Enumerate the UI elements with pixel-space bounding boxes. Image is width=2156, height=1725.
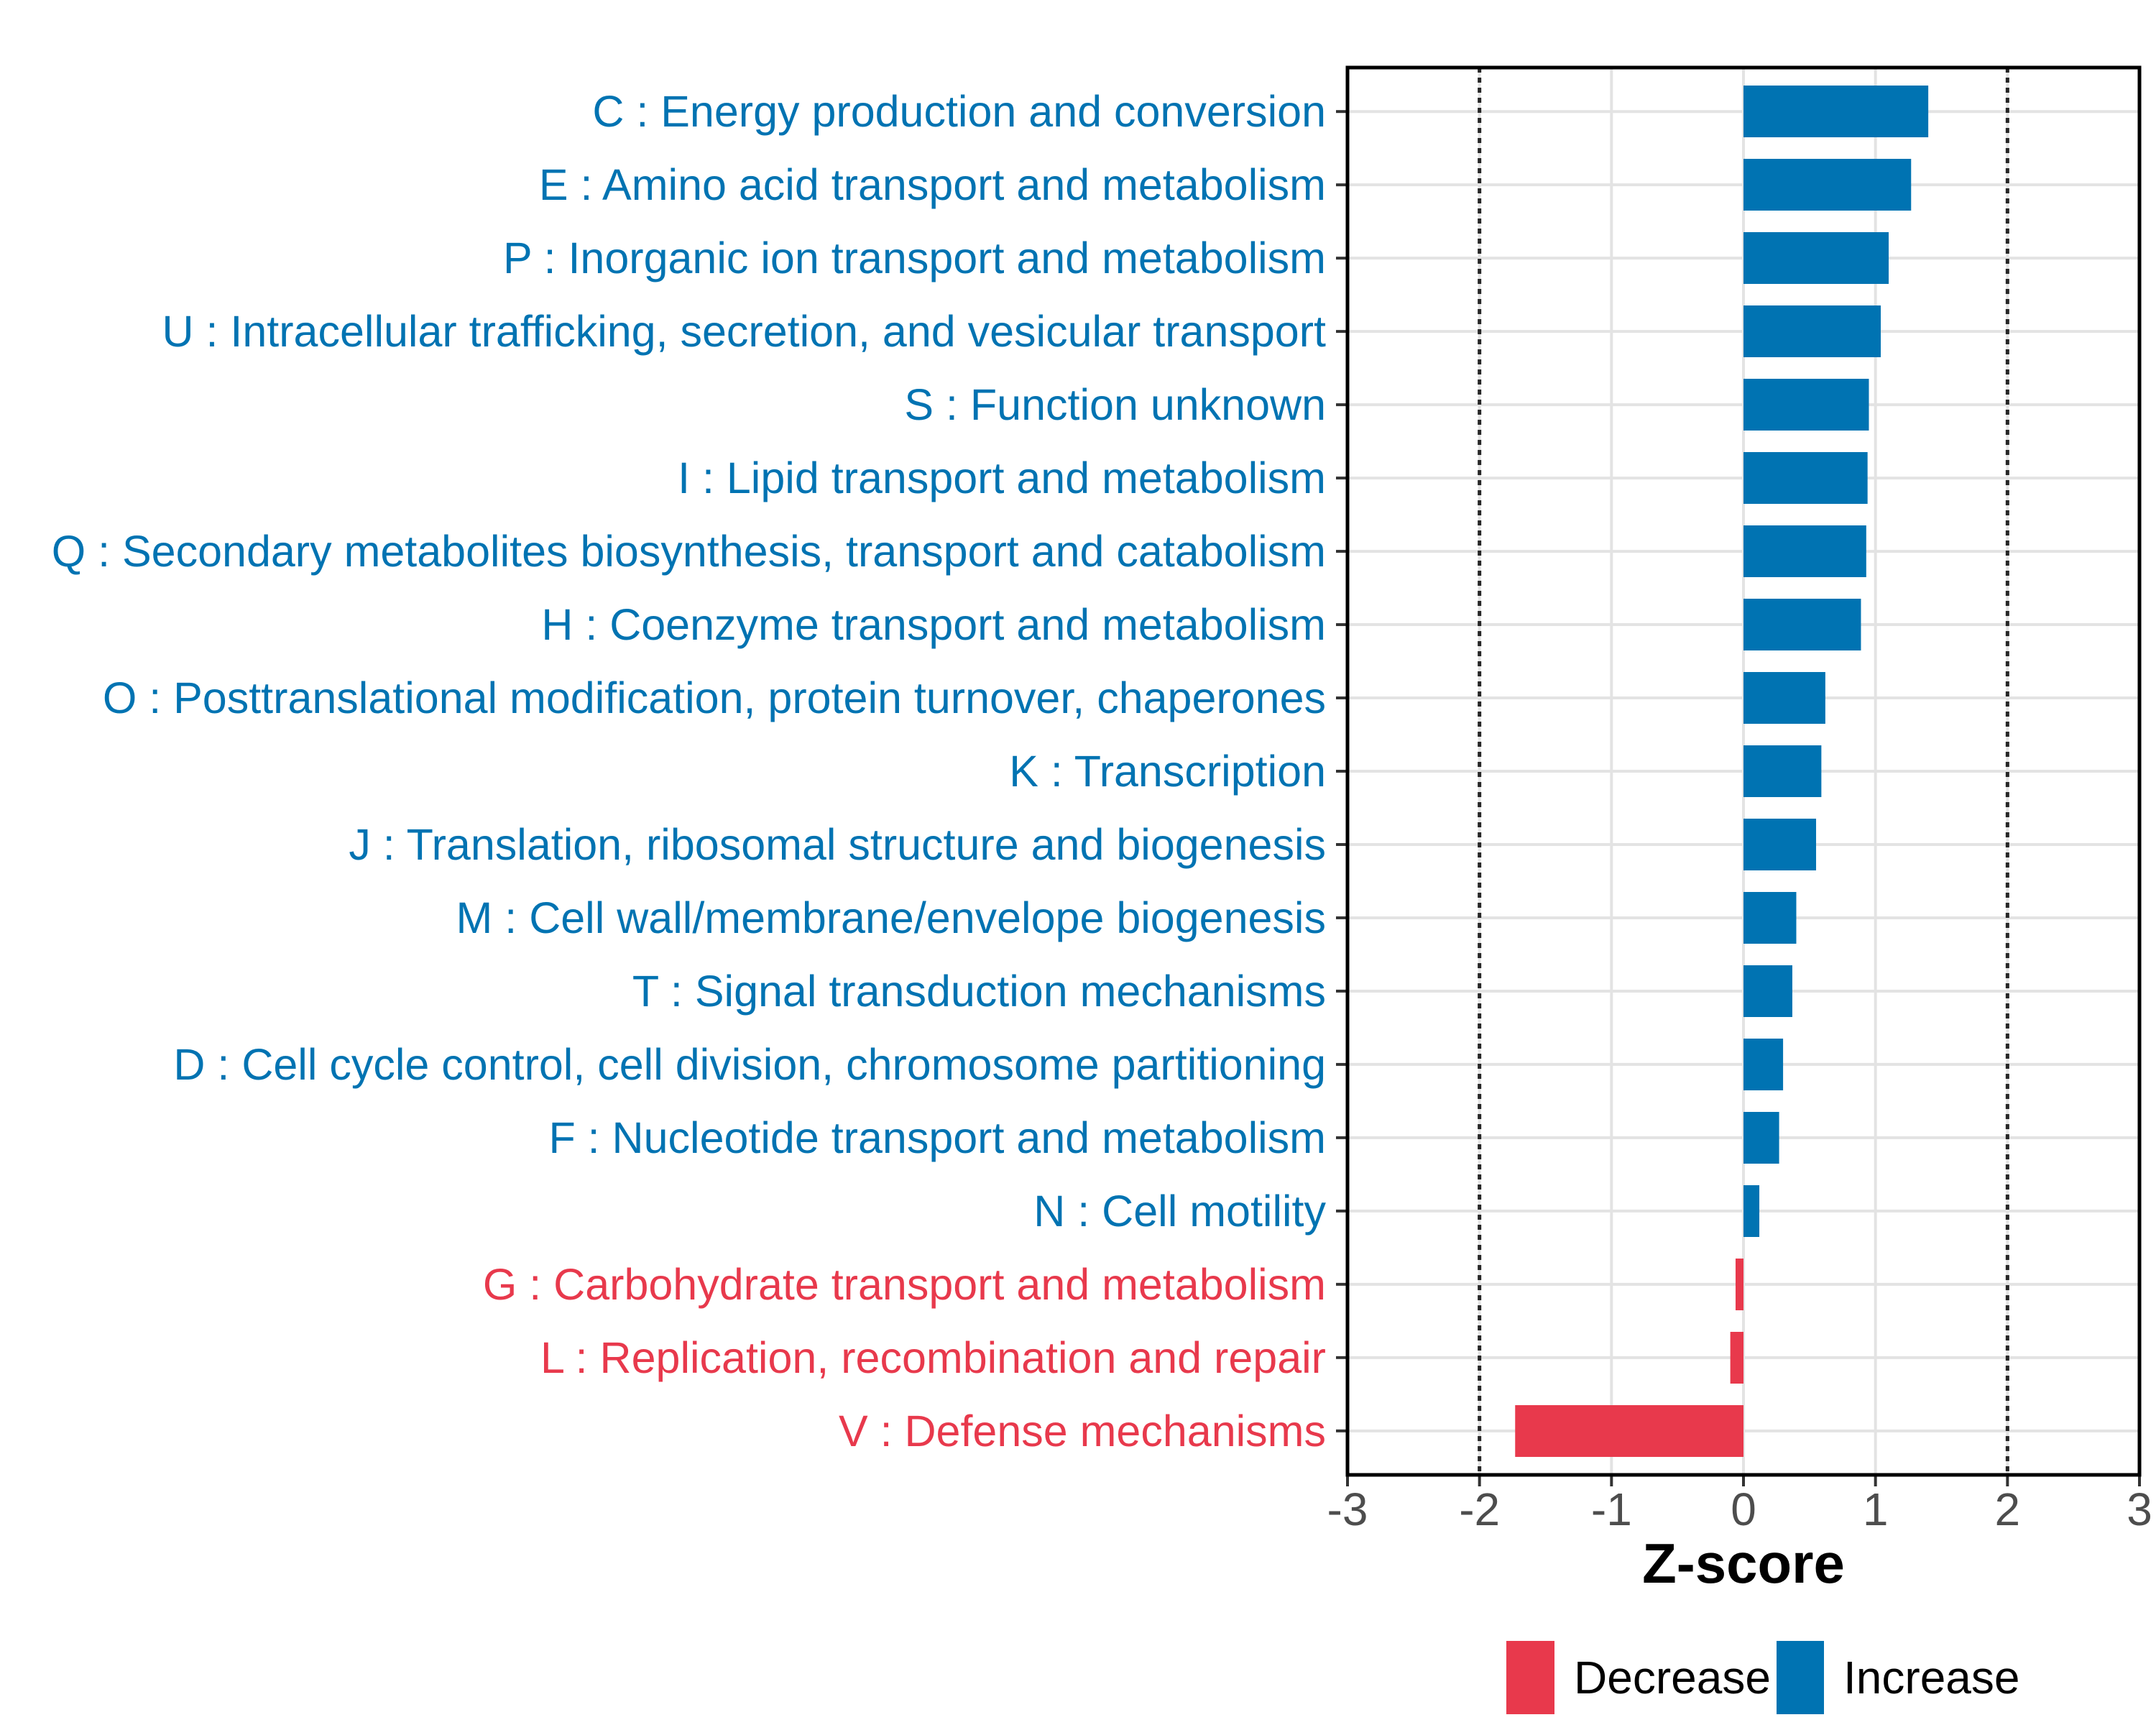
category-label-I: I : Lipid transport and metabolism [678, 454, 1326, 503]
legend-label-decrease: Decrease [1574, 1652, 1771, 1703]
bar-V [1515, 1405, 1743, 1457]
category-label-J: J : Translation, ribosomal structure and biogenesis [349, 819, 1326, 869]
category-label-N: N : Cell motility [1033, 1186, 1326, 1236]
bar-K [1743, 745, 1821, 797]
x-tick-label--2: -2 [1459, 1484, 1501, 1535]
legend-swatch-increase [1777, 1641, 1824, 1714]
bar-J [1743, 819, 1816, 870]
category-label-D: D : Cell cycle control, cell division, chromosome partitioning [173, 1039, 1326, 1089]
bar-O [1743, 672, 1825, 724]
category-label-L: L : Replication, recombination and repair [540, 1333, 1326, 1382]
category-label-F: F : Nucleotide transport and metabolism [548, 1113, 1326, 1162]
category-label-H: H : Coenzyme transport and metabolism [541, 600, 1326, 650]
category-label-V: V : Defense mechanisms [838, 1406, 1326, 1455]
bar-N [1743, 1185, 1759, 1237]
bar-P [1743, 232, 1889, 284]
category-label-K: K : Transcription [1009, 747, 1326, 796]
x-tick-label-2: 2 [1994, 1484, 2021, 1535]
category-label-E: E : Amino acid transport and metabolism [538, 160, 1326, 210]
x-axis [1327, 1475, 2152, 1535]
bar-C [1743, 86, 1928, 137]
x-tick-label-3: 3 [2127, 1484, 2152, 1535]
x-tick-label--3: -3 [1327, 1484, 1368, 1535]
legend-label-increase: Increase [1843, 1652, 2020, 1703]
bar-I [1743, 452, 1868, 504]
category-label-C: C : Energy production and conversion [592, 87, 1326, 137]
bar-H [1743, 599, 1861, 650]
category-label-S: S : Function unknown [904, 380, 1326, 430]
bar-L [1731, 1332, 1743, 1384]
bar-Q [1743, 525, 1866, 577]
bar-D [1743, 1039, 1783, 1090]
bar-E [1743, 159, 1911, 211]
category-label-P: P : Inorganic ion transport and metabolism [503, 234, 1326, 283]
bar-U [1743, 305, 1881, 357]
category-label-M: M : Cell wall/membrane/envelope biogenesis [456, 893, 1326, 942]
legend-swatch-decrease [1506, 1641, 1554, 1714]
category-label-O: O : Posttranslational modification, protein turnover, chaperones [102, 673, 1326, 723]
x-axis-title: Z-score [1642, 1532, 1845, 1595]
bar-F [1743, 1112, 1779, 1164]
x-tick-label-0: 0 [1731, 1484, 1756, 1535]
bar-S [1743, 379, 1869, 431]
bar-M [1743, 892, 1796, 944]
plot-panel [52, 68, 2152, 1535]
legend [1506, 1641, 2019, 1714]
bar-G [1736, 1259, 1743, 1310]
y-axis [52, 87, 1348, 1455]
category-label-T: T : Signal transduction mechanisms [632, 966, 1326, 1016]
category-label-G: G : Carbohydrate transport and metabolism [482, 1259, 1326, 1309]
x-tick-label-1: 1 [1862, 1484, 1889, 1535]
x-tick-label--1: -1 [1590, 1484, 1632, 1535]
category-label-Q: Q : Secondary metabolites biosynthesis, transport and catabolism [51, 527, 1326, 576]
bar-T [1743, 965, 1792, 1017]
category-label-U: U : Intracellular trafficking, secretion, and vesicular transport [162, 307, 1326, 356]
